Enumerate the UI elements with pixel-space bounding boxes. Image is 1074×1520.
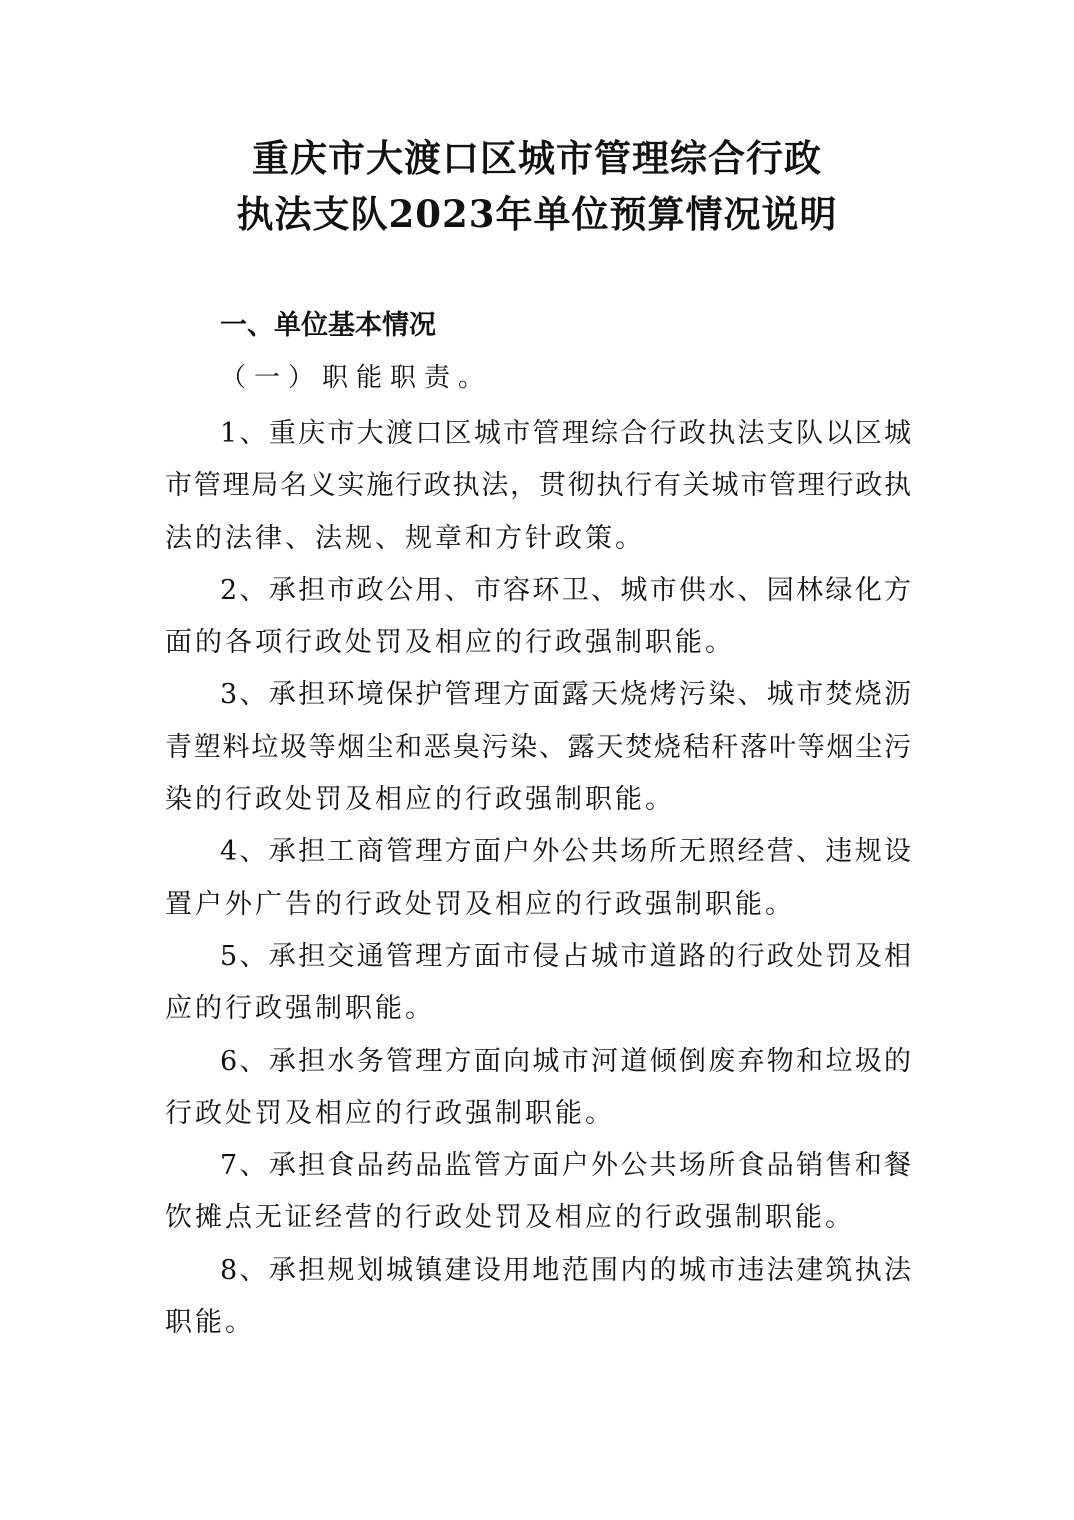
paragraph-line: 应的行政强制职能。 [165, 993, 435, 1025]
paragraph-line: 2、承担市政公用、市容环卫、城市供水、园林绿化方 [220, 574, 911, 606]
paragraph-line: 市管理局名义实施行政执法，贯彻执行有关城市管理行政执 [165, 470, 911, 502]
subsection-heading: （一）职能职责。 [220, 363, 493, 393]
paragraph [165, 931, 911, 1036]
document-body [165, 408, 911, 1349]
paragraph-line: 8、承担规划城镇建设用地范围内的城市违法建筑执法 [220, 1254, 911, 1286]
paragraph-line: 置户外广告的行政处罚及相应的行政强制职能。 [165, 888, 795, 920]
paragraph [165, 1140, 911, 1245]
paragraph-line: 1、重庆市大渡口区城市管理综合行政执法支队以区城 [220, 418, 911, 449]
paragraph-line: 面的各项行政处罚及相应的行政强制职能。 [165, 627, 735, 659]
paragraph [165, 669, 911, 826]
paragraph-line: 3、承担环境保护管理方面露天烧烤污染、城市焚烧沥 [220, 679, 911, 711]
paragraph [165, 408, 911, 565]
paragraph [165, 1245, 911, 1350]
paragraph-line: 饮摊点无证经营的行政处罚及相应的行政强制职能。 [165, 1202, 855, 1234]
paragraph-line: 6、承担水务管理方面向城市河道倾倒废弃物和垃圾的 [220, 1045, 911, 1077]
paragraph-line: 法的法律、法规、规章和方针政策。 [165, 522, 645, 554]
title-line-1: 重庆市大渡口区城市管理综合行政 [252, 136, 822, 180]
paragraph-line: 职能。 [165, 1307, 255, 1339]
section-heading: 一、单位基本情况 [220, 310, 436, 341]
paragraph-line: 4、承担工商管理方面户外公共场所无照经营、违规设 [220, 836, 911, 868]
paragraph-line: 青塑料垃圾等烟尘和恶臭污染、露天焚烧秸秆落叶等烟尘污 [165, 731, 911, 763]
paragraph-line: 行政处罚及相应的行政强制职能。 [165, 1097, 615, 1129]
paragraph [165, 826, 911, 931]
document-title [0, 130, 1074, 242]
paragraph-line: 染的行政处罚及相应的行政强制职能。 [165, 784, 675, 816]
paragraph-line: 5、承担交通管理方面市侵占城市道路的行政处罚及相 [220, 940, 911, 972]
paragraph [165, 565, 911, 670]
title-line-2: 执法支队2023年单位预算情况说明 [236, 192, 838, 236]
paragraph [165, 1036, 911, 1141]
paragraph-line: 7、承担食品药品监管方面户外公共场所食品销售和餐 [220, 1150, 911, 1182]
